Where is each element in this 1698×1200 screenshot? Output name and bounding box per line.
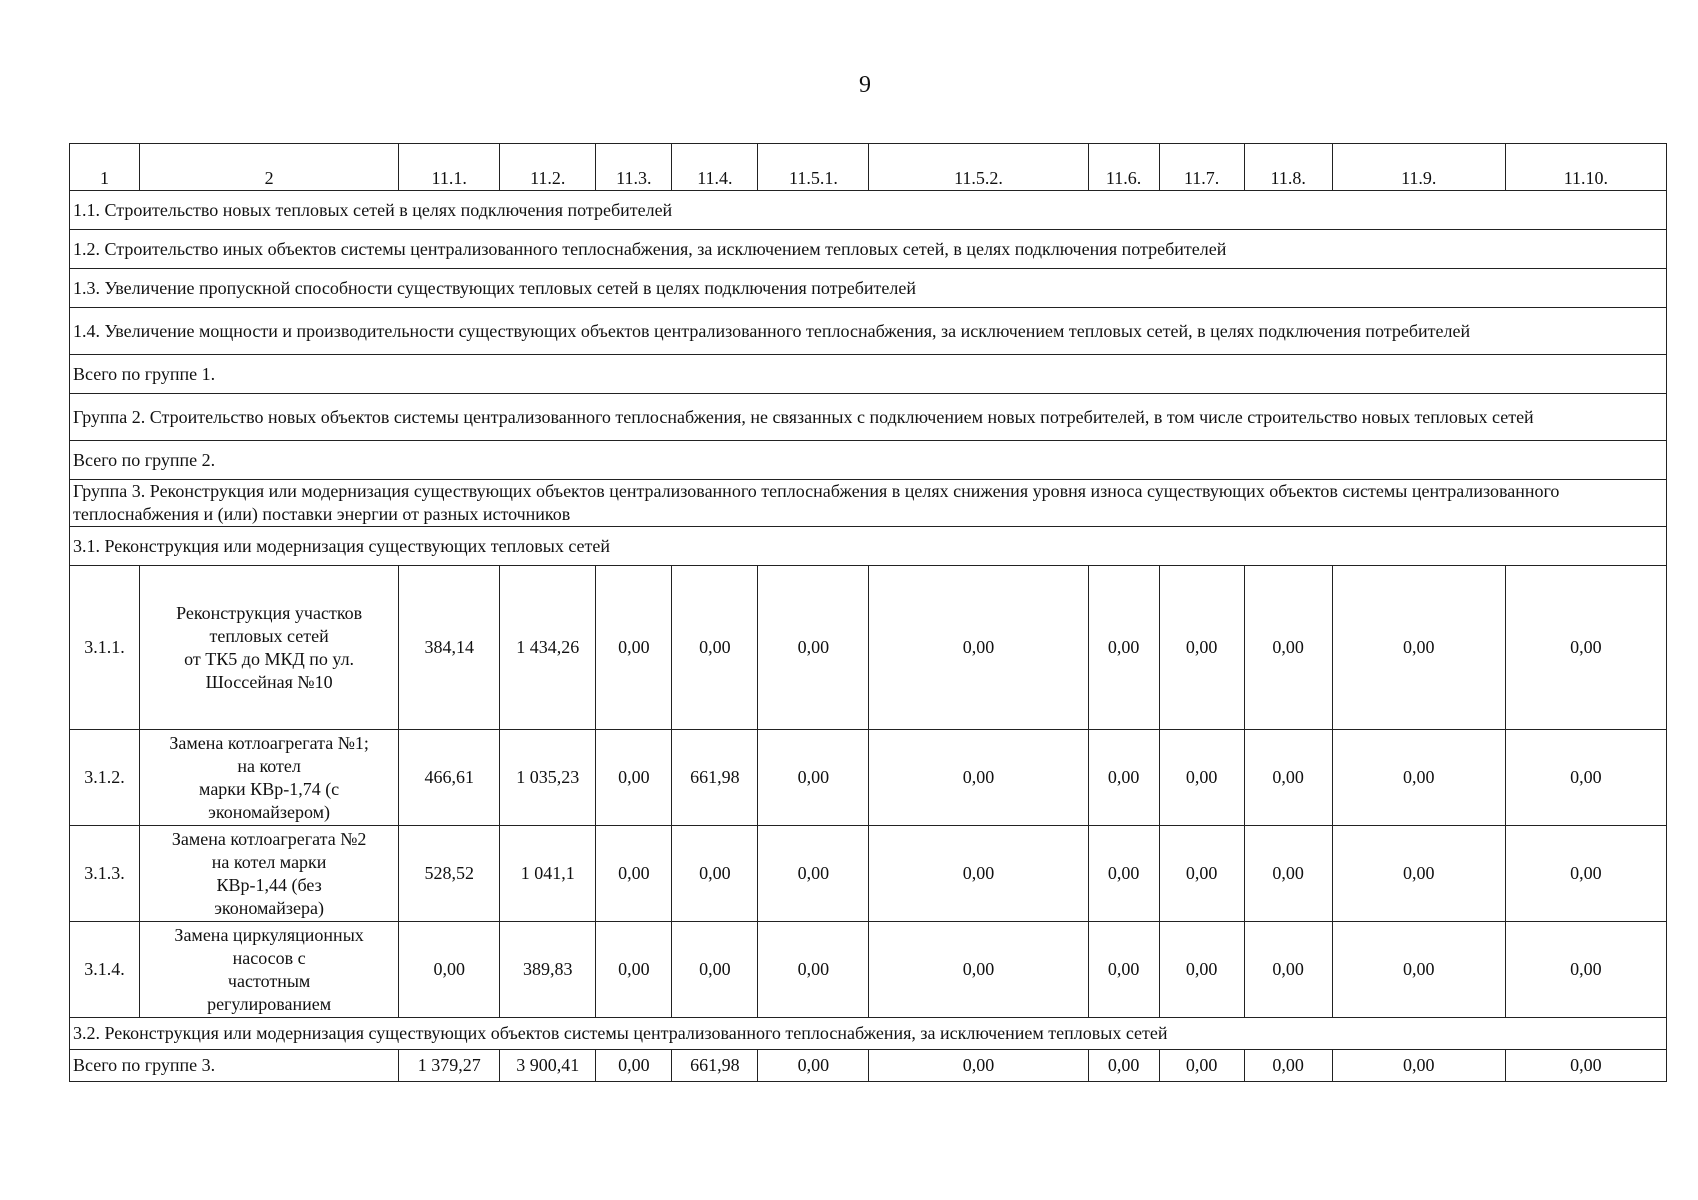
table-row bbox=[70, 826, 1667, 922]
name-line: Замена циркуляционных bbox=[174, 924, 364, 945]
header-cell: 11.6. bbox=[1088, 144, 1159, 191]
value-cell: 384,14 bbox=[399, 566, 500, 730]
value-cell: 0,00 bbox=[869, 730, 1088, 826]
name-line: экономайзера) bbox=[214, 897, 325, 918]
name-line: от ТК5 до МКД по ул. bbox=[184, 648, 355, 669]
name-line: на котел bbox=[237, 755, 301, 776]
section-1-1: 1.1. Строительство новых тепловых сетей в целях подключения потребителей bbox=[70, 191, 1667, 230]
group-2-heading: Группа 2. Строительство новых объектов системы централизованного теплоснабжения, не связанных с подключением новых потребителей, в том числе строительство новых тепловых сетей bbox=[70, 394, 1667, 441]
header-cell: 11.5.2. bbox=[869, 144, 1088, 191]
total-cell: 661,98 bbox=[672, 1050, 758, 1082]
row-name bbox=[140, 922, 399, 1018]
header-cell: 11.4. bbox=[672, 144, 758, 191]
total-cell: 0,00 bbox=[1088, 1050, 1159, 1082]
name-line: на котел марки bbox=[211, 851, 327, 872]
total-cell: 0,00 bbox=[1159, 1050, 1244, 1082]
name-line: Реконструкция участков bbox=[176, 602, 363, 623]
value-cell: 0,00 bbox=[869, 826, 1088, 922]
section-3-1: 3.1. Реконструкция или модернизация существующих тепловых сетей bbox=[70, 527, 1667, 566]
value-cell: 0,00 bbox=[596, 566, 672, 730]
header-cell: 11.8. bbox=[1244, 144, 1332, 191]
total-cell: 0,00 bbox=[596, 1050, 672, 1082]
row-name bbox=[140, 730, 399, 826]
total-cell: 0,00 bbox=[869, 1050, 1088, 1082]
investment-table bbox=[69, 143, 1667, 1082]
value-cell: 1 434,26 bbox=[500, 566, 596, 730]
value-cell: 0,00 bbox=[1159, 566, 1244, 730]
value-cell: 0,00 bbox=[1505, 922, 1666, 1018]
value-cell: 0,00 bbox=[758, 826, 869, 922]
value-cell: 0,00 bbox=[1332, 826, 1505, 922]
value-cell: 0,00 bbox=[1332, 730, 1505, 826]
value-cell: 0,00 bbox=[596, 730, 672, 826]
value-cell: 1 041,1 bbox=[500, 826, 596, 922]
name-line: марки КВр-1,74 (с bbox=[199, 778, 340, 799]
value-cell: 0,00 bbox=[869, 922, 1088, 1018]
total-cell: 0,00 bbox=[758, 1050, 869, 1082]
header-cell: 11.10. bbox=[1505, 144, 1666, 191]
section-1-4: 1.4. Увеличение мощности и производительности существующих объектов централизованного теплоснабжения, за исключением тепловых сетей, в целях подключения потребителей bbox=[70, 308, 1667, 355]
value-cell: 0,00 bbox=[1244, 826, 1332, 922]
value-cell: 389,83 bbox=[500, 922, 596, 1018]
header-cell: 11.7. bbox=[1159, 144, 1244, 191]
total-cell: 3 900,41 bbox=[500, 1050, 596, 1082]
total-cell: 0,00 bbox=[1505, 1050, 1666, 1082]
name-line: экономайзером) bbox=[208, 801, 331, 822]
value-cell: 0,00 bbox=[1505, 730, 1666, 826]
value-cell: 0,00 bbox=[1159, 922, 1244, 1018]
group-3-total-label: Всего по группе 3. bbox=[70, 1050, 399, 1082]
header-cell: 11.2. bbox=[500, 144, 596, 191]
value-cell: 0,00 bbox=[1088, 826, 1159, 922]
table-row bbox=[70, 922, 1667, 1018]
name-line: Шоссейная №10 bbox=[205, 671, 333, 692]
total-cell: 0,00 bbox=[1244, 1050, 1332, 1082]
value-cell: 0,00 bbox=[758, 922, 869, 1018]
section-1-3: 1.3. Увеличение пропускной способности существующих тепловых сетей в целях подключения потребителей bbox=[70, 269, 1667, 308]
table-row bbox=[70, 730, 1667, 826]
value-cell: 0,00 bbox=[869, 566, 1088, 730]
group-3-heading: Группа 3. Реконструкция или модернизация существующих объектов централизованного теплоснабжения в целях снижения уровня износа существующих объектов системы централизованного теплоснабжения и (или) поставки энергии от разных источников bbox=[70, 480, 1667, 527]
value-cell: 0,00 bbox=[1088, 566, 1159, 730]
section-1-2: 1.2. Строительство иных объектов системы централизованного теплоснабжения, за исключением тепловых сетей, в целях подключения потребителей bbox=[70, 230, 1667, 269]
value-cell: 1 035,23 bbox=[500, 730, 596, 826]
value-cell: 0,00 bbox=[1332, 922, 1505, 1018]
value-cell: 0,00 bbox=[758, 730, 869, 826]
value-cell: 0,00 bbox=[1244, 922, 1332, 1018]
name-line: Замена котлоагрегата №1; bbox=[169, 732, 369, 753]
section-3-2: 3.2. Реконструкция или модернизация существующих объектов системы централизованного теплоснабжения, за исключением тепловых сетей bbox=[70, 1018, 1667, 1050]
row-code: 3.1.2. bbox=[70, 730, 140, 826]
row-name bbox=[140, 826, 399, 922]
value-cell: 0,00 bbox=[1159, 730, 1244, 826]
header-cell: 1 bbox=[70, 144, 140, 191]
header-cell: 2 bbox=[140, 144, 399, 191]
value-cell: 0,00 bbox=[1332, 566, 1505, 730]
row-code: 3.1.1. bbox=[70, 566, 140, 730]
row-code: 3.1.4. bbox=[70, 922, 140, 1018]
value-cell: 528,52 bbox=[399, 826, 500, 922]
value-cell: 466,61 bbox=[399, 730, 500, 826]
value-cell: 0,00 bbox=[596, 922, 672, 1018]
group-3-total-row bbox=[70, 1050, 1667, 1082]
value-cell: 0,00 bbox=[399, 922, 500, 1018]
value-cell: 0,00 bbox=[758, 566, 869, 730]
group-1-total: Всего по группе 1. bbox=[70, 355, 1667, 394]
row-code: 3.1.3. bbox=[70, 826, 140, 922]
value-cell: 0,00 bbox=[1088, 730, 1159, 826]
name-line: частотным bbox=[227, 970, 311, 991]
name-line: Замена котлоагрегата №2 bbox=[171, 828, 367, 849]
name-line: тепловых сетей bbox=[209, 625, 329, 646]
row-name bbox=[140, 566, 399, 730]
header-cell: 11.9. bbox=[1332, 144, 1505, 191]
value-cell: 0,00 bbox=[1505, 566, 1666, 730]
value-cell: 0,00 bbox=[672, 566, 758, 730]
page-number: 9 bbox=[859, 72, 871, 98]
total-cell: 1 379,27 bbox=[399, 1050, 500, 1082]
header-cell: 11.1. bbox=[399, 144, 500, 191]
value-cell: 0,00 bbox=[1505, 826, 1666, 922]
value-cell: 0,00 bbox=[596, 826, 672, 922]
header-cell: 11.5.1. bbox=[758, 144, 869, 191]
total-cell: 0,00 bbox=[1332, 1050, 1505, 1082]
value-cell: 661,98 bbox=[672, 730, 758, 826]
value-cell: 0,00 bbox=[1159, 826, 1244, 922]
value-cell: 0,00 bbox=[1244, 566, 1332, 730]
name-line: регулированием bbox=[207, 993, 332, 1014]
value-cell: 0,00 bbox=[672, 922, 758, 1018]
header-cell: 11.3. bbox=[596, 144, 672, 191]
value-cell: 0,00 bbox=[1088, 922, 1159, 1018]
value-cell: 0,00 bbox=[1244, 730, 1332, 826]
name-line: КВр-1,44 (без bbox=[216, 874, 322, 895]
table-row bbox=[70, 566, 1667, 730]
name-line: насосов с bbox=[232, 947, 306, 968]
value-cell: 0,00 bbox=[672, 826, 758, 922]
header-row bbox=[70, 144, 1667, 191]
group-2-total: Всего по группе 2. bbox=[70, 441, 1667, 480]
